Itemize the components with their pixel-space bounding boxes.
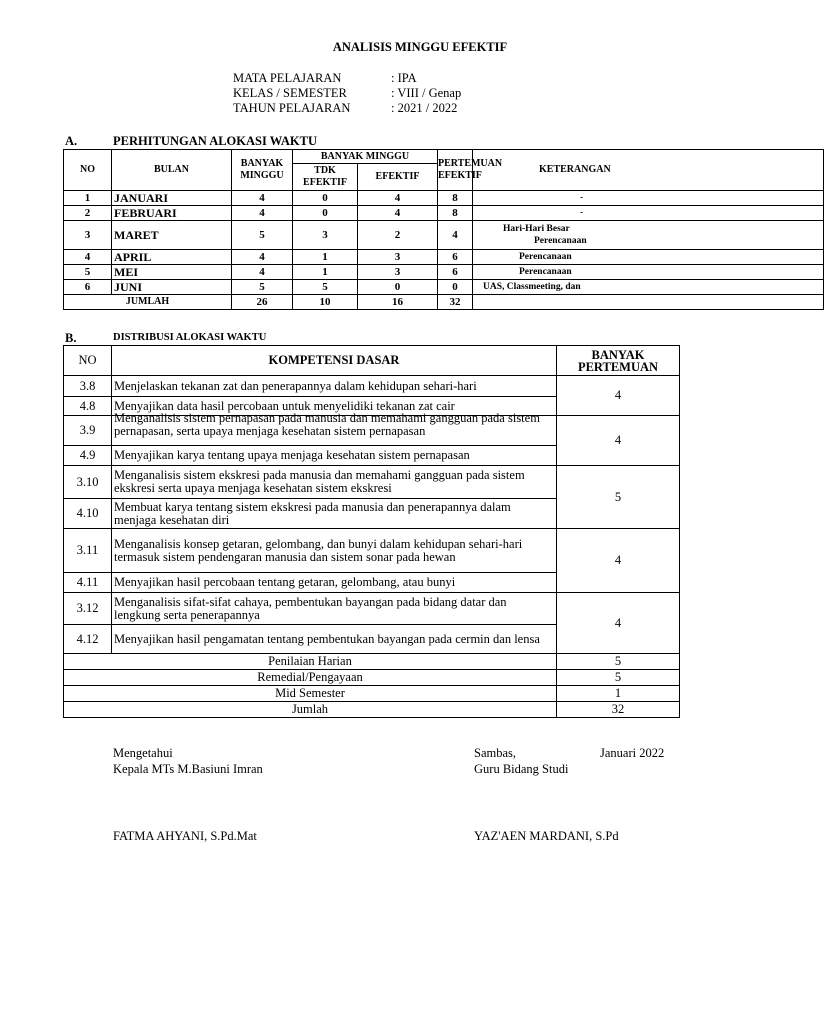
summary-row: Remedial/Pengayaan 5 bbox=[64, 670, 680, 686]
table-row: 3.10 Menganalisis sistem ekskresi pada manusia dan memahami gangguan pada sistem ekskresi serta upaya menjaga kesehatan sistem ekskresi 5 bbox=[64, 466, 680, 499]
table-a-container bbox=[63, 149, 680, 317]
header-keterangan: KETERANGAN bbox=[473, 150, 824, 191]
signature-right: Sambas, Guru Bidang Studi bbox=[474, 746, 569, 776]
table-row: 4.8 Menyajikan data hasil percobaan untuk menyelidiki tekanan zat cair bbox=[64, 397, 680, 416]
summary-row: Jumlah 32 bbox=[64, 702, 680, 718]
header-pertemuan: PERTEMUAN EFEKTIF bbox=[438, 150, 473, 191]
header-kompetensi-dasar: KOMPETENSI DASAR bbox=[112, 346, 557, 376]
table-row: 3.9 Menganalisis sistem pernapasan pada manusia dan memahami gangguan pada sistem pernapasan, serta upaya menjaga kesehatan sistem pernapasan 4 bbox=[64, 416, 680, 446]
header-no: NO bbox=[64, 346, 112, 376]
signature-date: Januari 2022 bbox=[600, 746, 665, 760]
header-tdk-efektif: TDK EFEKTIF bbox=[293, 164, 358, 191]
table-row: 2 FEBRUARI 4 0 4 8 - bbox=[64, 206, 824, 221]
header-banyak-pertemuan: BANYAK PERTEMUAN bbox=[557, 346, 680, 376]
signature-left-name: FATMA AHYANI, S.Pd.Mat bbox=[113, 829, 257, 843]
summary-row: Mid Semester 1 bbox=[64, 686, 680, 702]
meta-row: MATA PELAJARAN : IPA bbox=[233, 71, 417, 85]
table-a bbox=[63, 149, 824, 310]
header-no: NO bbox=[64, 150, 112, 191]
table-row: 4.12 Menyajikan hasil pengamatan tentang pembentukan bayangan pada cermin dan lensa bbox=[64, 625, 680, 654]
header-banyak-minggu: BANYAK MINGGU bbox=[232, 150, 293, 191]
table-row: 3 MARET 5 3 2 4 Hari-Hari Besar Perencanaan bbox=[64, 221, 824, 250]
summary-row: Penilaian Harian 5 bbox=[64, 654, 680, 670]
header-group: BANYAK MINGGU bbox=[293, 150, 438, 164]
table-b bbox=[63, 345, 680, 718]
total-row: JUMLAH 26 10 16 32 bbox=[64, 295, 824, 310]
meta-row: KELAS / SEMESTER : VIII / Genap bbox=[233, 86, 462, 100]
table-row: 6 JUNI 5 5 0 0 UAS, Classmeeting, dan bbox=[64, 280, 824, 295]
header-bulan: BULAN bbox=[112, 150, 232, 191]
section-a-heading: A. PERHITUNGAN ALOKASI WAKTU bbox=[65, 134, 317, 148]
signature-left: Mengetahui Kepala MTs M.Basiuni Imran bbox=[113, 746, 263, 776]
table-row: 1 JANUARI 4 0 4 8 - bbox=[64, 191, 824, 206]
table-row: 4.11 Menyajikan hasil percobaan tentang getaran, gelombang, atau bunyi bbox=[64, 573, 680, 593]
meta-block bbox=[233, 71, 461, 116]
document-title: ANALISIS MINGGU EFEKTIF bbox=[332, 40, 508, 54]
signature-right-name: YAZ'AEN MARDANI, S.Pd bbox=[474, 829, 619, 843]
table-row: 3.8 Menjelaskan tekanan zat dan penerapannya dalam kehidupan sehari-hari 4 bbox=[64, 376, 680, 397]
table-row: 4.9 Menyajikan karya tentang upaya menjaga kesehatan sistem pernapasan bbox=[64, 446, 680, 466]
table-row: 3.12 Menganalisis sifat-sifat cahaya, pembentukan bayangan pada bidang datar dan lengkung serta penerapannya 4 bbox=[64, 593, 680, 625]
table-row: 4 APRIL 4 1 3 6 Perencanaan bbox=[64, 250, 824, 265]
table-row: 4.10 Membuat karya tentang sistem ekskresi pada manusia dan penerapannya dalam menjaga kesehatan diri bbox=[64, 499, 680, 529]
meta-row: TAHUN PELAJARAN : 2021 / 2022 bbox=[233, 101, 458, 115]
header-efektif: EFEKTIF bbox=[358, 164, 438, 191]
section-b-heading: B. DISTRIBUSI ALOKASI WAKTU bbox=[65, 331, 267, 345]
table-row: 5 MEI 4 1 3 6 Perencanaan bbox=[64, 265, 824, 280]
table-row: 3.11 Menganalisis konsep getaran, gelombang, dan bunyi dalam kehidupan sehari-hari termasuk sistem pendengaran manusia dan sistem sonar pada hewan 4 bbox=[64, 529, 680, 573]
